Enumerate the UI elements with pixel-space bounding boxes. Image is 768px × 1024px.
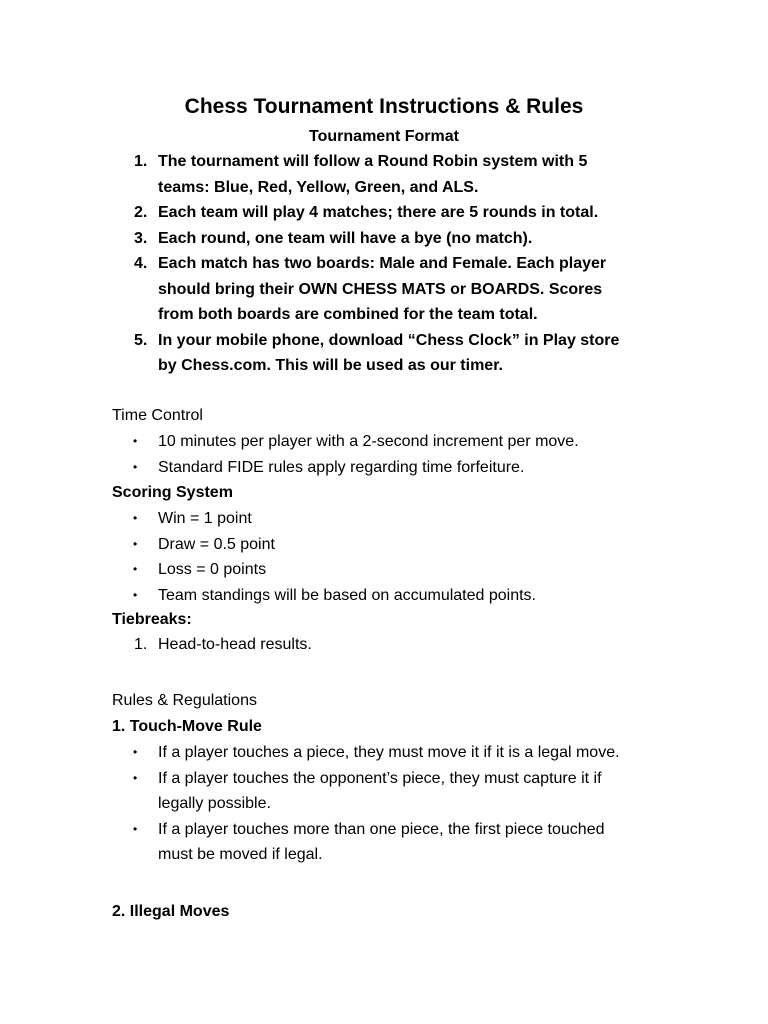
tiebreaks-heading: Tiebreaks: (112, 611, 192, 628)
bullet-icon: • (133, 587, 138, 602)
bullet-icon: • (133, 536, 138, 551)
bullet-icon: • (133, 459, 138, 474)
scoring-system-list (0, 506, 768, 608)
list-item: • Loss = 0 points (0, 557, 628, 583)
touch-move-list (0, 740, 768, 868)
tournament-format-heading: Tournament Format (309, 128, 459, 145)
list-item: 2. Each team will play 4 matches; there are 5 rounds in total. (134, 204, 599, 221)
list-item: • If a player touches a piece, they must move it if it is a legal move. (0, 740, 628, 766)
touch-move-heading: 1. Touch-Move Rule (112, 718, 262, 735)
illegal-moves-heading: 2. Illegal Moves (112, 903, 230, 920)
scoring-system-heading: Scoring System (112, 484, 233, 501)
list-item: 3. Each round, one team will have a bye (no match). (134, 229, 533, 247)
bullet-icon: • (133, 770, 138, 785)
list-item: • If a player touches more than one piece, the first piece touched must be moved if legal. (0, 817, 628, 868)
rules-regulations-heading: Rules & Regulations (112, 692, 257, 709)
bullet-icon: • (133, 434, 138, 448)
bullet-icon: • (133, 745, 138, 759)
list-item: • Standard FIDE rules apply regarding time forfeiture. (0, 455, 628, 481)
list-item: • Win = 1 point (0, 506, 628, 532)
list-item: 4. Each match has two boards: Male and Female. Each player should bring their OWN CHESS MATS or BOARDS. Scores from both boards are combined for the team total. (134, 255, 607, 323)
bullet-icon: • (133, 511, 138, 525)
list-item: • Draw = 0.5 point (0, 532, 628, 558)
list-item: 1. Head-to-head results. (134, 636, 312, 653)
list-item: • Team standings will be based on accumulated points. (0, 583, 628, 609)
tournament-format-list (0, 149, 768, 379)
list-item: • 10 minutes per player with a 2-second increment per move. (0, 429, 628, 455)
list-item: 1. The tournament will follow a Round Robin system with 5 teams: Blue, Red, Yellow, Green, and ALS. (134, 153, 588, 196)
bullet-icon: • (133, 821, 138, 836)
list-item: • If a player touches the opponent’s piece, they must capture it if legally possible. (0, 766, 628, 817)
time-control-list (0, 429, 768, 480)
time-control-heading: Time Control (112, 407, 203, 424)
document-title: Chess Tournament Instructions & Rules (184, 95, 584, 118)
tiebreaks-list (0, 632, 768, 658)
bullet-icon: • (133, 562, 138, 576)
list-item: 5. In your mobile phone, download “Chess Clock” in Play store by Chess.com. This will be used as our timer. (134, 331, 620, 374)
